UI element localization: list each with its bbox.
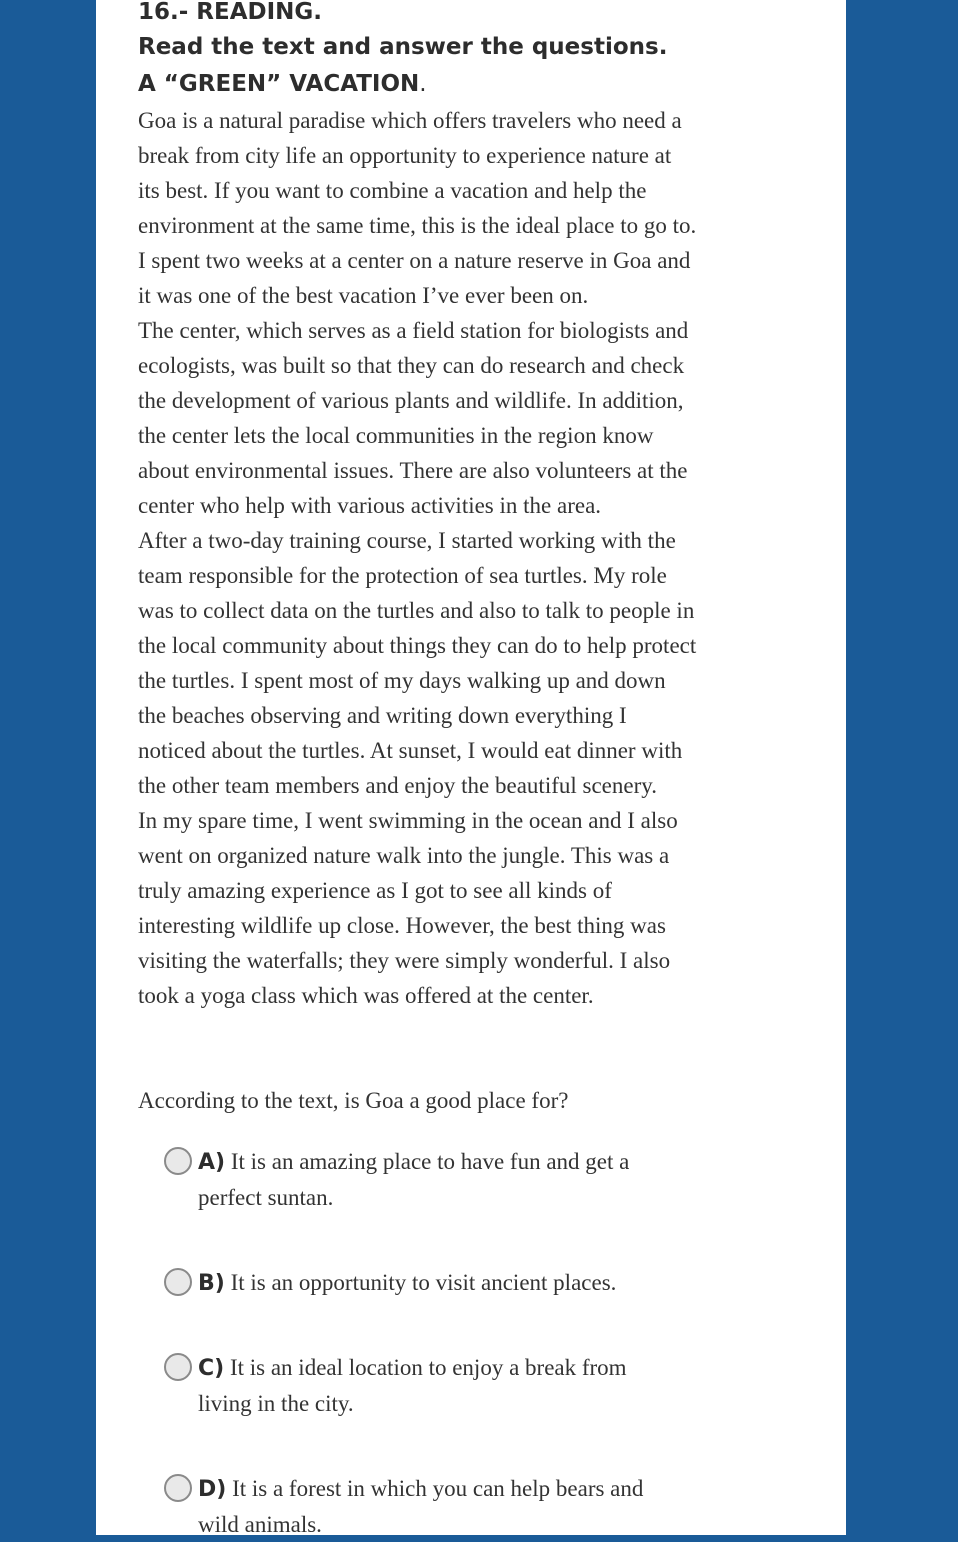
passage-title [138,71,427,97]
passage-line: the center lets the local communities in the region know [138,423,654,448]
radio-button-b[interactable] [164,1268,192,1296]
passage-line: went on organized nature walk into the jungle. This was a [138,843,670,868]
passage-line: The center, which serves as a field station for biologists and [138,318,689,343]
passage-line: center who help with various activities in the area. [138,493,602,518]
option-letter: D) [198,1477,227,1502]
passage-line: the local community about things they can do to help protect [138,633,697,658]
section-heading: 16.- READING. [138,0,323,25]
passage-line: team responsible for the protection of sea turtles. My role [138,563,667,588]
answer-option-d-text [198,1471,718,1542]
passage-title-text: A “GREEN” VACATION [138,71,420,97]
passage-line: I spent two weeks at a center on a nature reserve in Goa and [138,248,691,273]
passage-line: about environmental issues. There are also volunteers at the [138,458,688,483]
instructions: Read the text and answer the questions. [138,34,668,60]
passage-line: noticed about the turtles. At sunset, I would eat dinner with [138,738,683,763]
passage-line: environment at the same time, this is the ideal place to go to. [138,213,697,238]
passage-line: it was one of the best vacation I’ve ever been on. [138,283,589,308]
passage-line: was to collect data on the turtles and also to talk to people in [138,598,695,623]
passage-line: the development of various plants and wildlife. In addition, [138,388,684,413]
passage-line: break from city life an opportunity to experience nature at [138,143,672,168]
passage-line: the beaches observing and writing down everything I [138,703,627,728]
option-line: It is an ideal location to enjoy a break from [229,1355,627,1380]
passage-line: Goa is a natural paradise which offers travelers who need a [138,108,682,133]
passage-line: In my spare time, I went swimming in the ocean and I also [138,808,678,833]
option-line: living in the city. [198,1391,354,1416]
radio-button-a[interactable] [164,1147,192,1175]
passage-title-period: . [419,71,427,97]
option-line: It is a forest in which you can help bears and [232,1476,644,1501]
option-letter: C) [198,1356,225,1381]
passage-line: ecologists, was built so that they can do research and check [138,353,685,378]
answer-option-a-text [198,1144,718,1215]
passage-line: visiting the waterfalls; they were simply wonderful. I also [138,948,671,973]
radio-button-c[interactable] [164,1353,192,1381]
answer-option-b-text [198,1265,718,1301]
passage-line: the turtles. I spent most of my days walking up and down [138,668,666,693]
option-letter: A) [198,1150,226,1175]
answer-option-c-text [198,1350,718,1421]
question-text: According to the text, is Goa a good place for? [138,1088,569,1113]
option-line: wild animals. [198,1512,322,1537]
passage-line: After a two-day training course, I started working with the [138,528,676,553]
reading-passage [138,103,758,1013]
option-line: It is an opportunity to visit ancient places. [230,1270,617,1295]
passage-line: its best. If you want to combine a vacation and help the [138,178,647,203]
option-line: perfect suntan. [198,1185,334,1210]
passage-line: truly amazing experience as I got to see all kinds of [138,878,612,903]
option-letter: B) [198,1271,225,1296]
passage-line: took a yoga class which was offered at the center. [138,983,594,1008]
radio-button-d[interactable] [164,1474,192,1502]
option-line: It is an amazing place to have fun and get a [230,1149,630,1174]
worksheet-page [96,0,846,1535]
passage-line: interesting wildlife up close. However, the best thing was [138,913,666,938]
passage-line: the other team members and enjoy the beautiful scenery. [138,773,658,798]
